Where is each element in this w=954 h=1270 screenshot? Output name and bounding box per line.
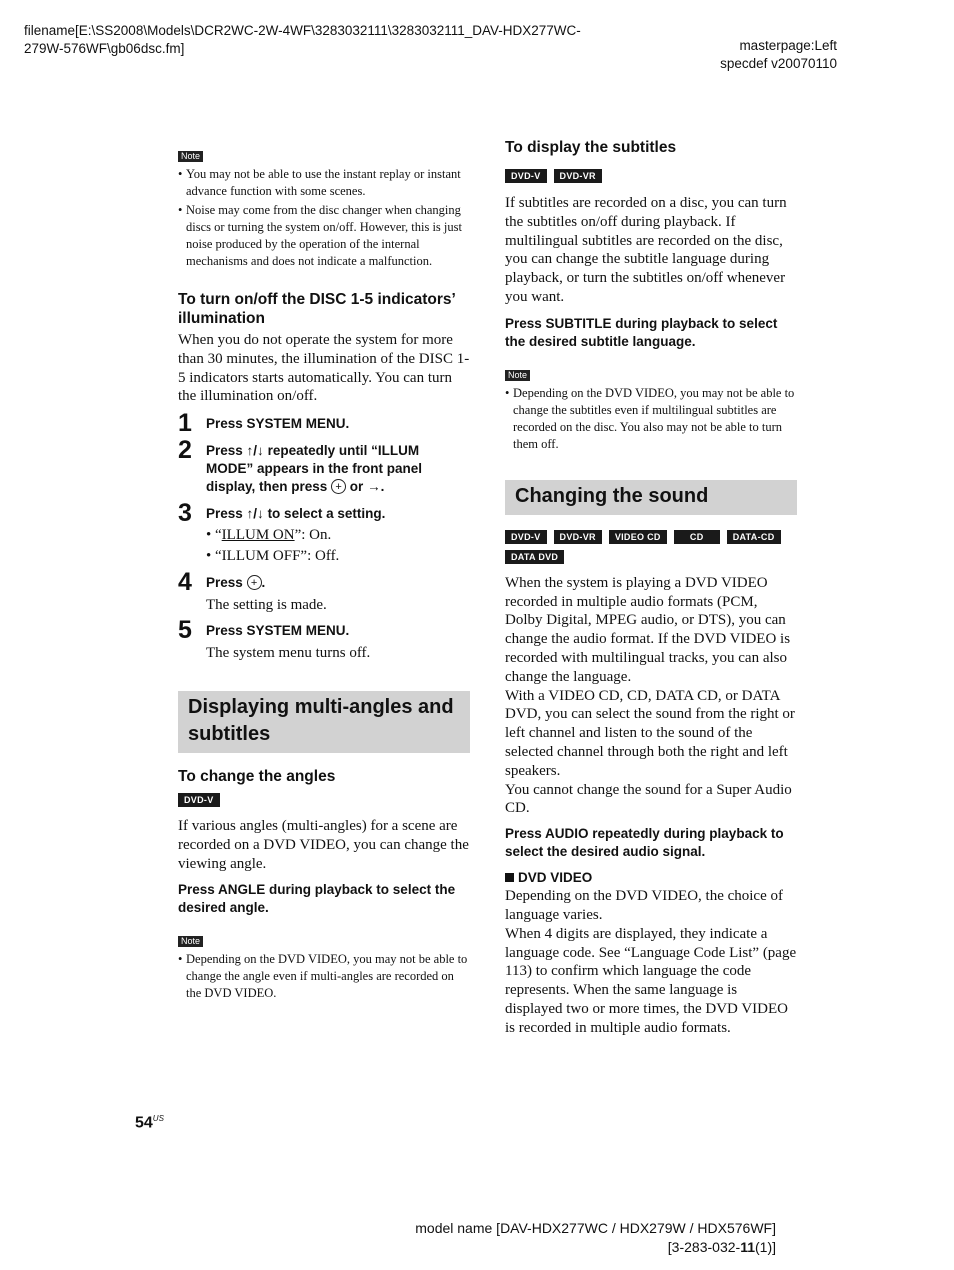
note-block [178,146,470,270]
header-filename-line2: 279W-576WF\gb06dsc.fm] [24,41,185,56]
footer-code-bold: 11 [740,1239,755,1255]
note-badge: Note [178,936,203,947]
step-text-part: . [380,479,385,495]
note-list [178,951,470,1002]
angles-heading: To change the angles [178,768,336,786]
note-item: • Depending on the DVD VIDEO, you may not be able to change the angle even if multi-angles are recorded on the DVD VIDEO. [178,951,470,1002]
right-column [505,138,797,1038]
footer [415,1219,776,1257]
disc-type-badge: CD [674,530,720,544]
step-2 [178,436,470,496]
setting-option-desc: “ILLUM OFF”: Off. [215,548,340,565]
sound-body-1: When the system is playing a DVD VIDEO recorded in multiple audio formats (PCM, Dolby Digital, MPEG audio, or DTS), you can change the audio format. If the DVD VIDEO is recorded with multilingual tracks, you can also change the language. [505,574,791,685]
angles-disc-badges [178,793,470,807]
enter-button-icon [331,479,346,494]
dvd-video-body-2: When 4 digits are displayed, they indicate a language code. See “Language Code List” (page 113) to confirm which language the code represents. When the same language is displayed two or more times, the DVD VIDEO is recorded in multiple audio formats. [505,925,797,1036]
subtitles-instruction: Press SUBTITLE during playback to select the desired subtitle language. [505,315,778,349]
note-block [505,365,797,453]
subtitles-disc-badges [505,169,797,183]
dvd-video-body-1: Depending on the DVD VIDEO, the choice of language varies. [505,888,783,923]
header-masterpage-label: masterpage:Left [739,38,837,53]
step-result: The setting is made. [206,597,327,614]
step-text [206,442,470,496]
step-number: 3 [178,499,192,528]
disc-illumination-heading: To turn on/off the DISC 1-5 indicators’ illumination [178,291,455,327]
dvd-video-heading [505,869,797,887]
header-masterpage [720,37,837,73]
setting-option-desc: ”: On. [294,527,332,544]
disc-type-badge: DATA-CD [727,530,781,544]
page-number [135,1114,164,1132]
step-text-part: . [261,575,266,591]
step-text [206,574,470,592]
step-text-part: or [346,479,368,495]
step-text: Press SYSTEM MENU. [206,416,350,432]
note-item: • You may not be able to use the instant replay or instant advance function with some scenes. [178,166,470,200]
note-item: • Noise may come from the disc changer when changing discs or turning the system on/off. However, this is just noise produced by the operation of the internal mechanisms and does not indicate a malfunction. [178,202,470,270]
step-3 [178,499,470,567]
step-text: Press SYSTEM MENU. [206,623,350,639]
footer-model-name: model name [DAV-HDX277WC / HDX279W / HDX576WF] [415,1220,776,1236]
step-number: 5 [178,616,192,645]
step-number: 2 [178,436,192,465]
step-number: 1 [178,409,192,438]
page-number-value: 54 [135,1114,153,1132]
note-item: • Depending on the DVD VIDEO, you may not be able to change the subtitles even if multilingual subtitles are recorded on the disc. You also may not be able to turn them off. [505,385,797,453]
subtitles-body: If subtitles are recorded on a disc, you can turn the subtitles on/off during playback. If multilingual subtitles are recorded on the disc, you can change the subtitle language during playback, or turn the subtitles on/off whenever you want. [505,195,787,305]
section-title-multi-angles: Displaying multi-angles and subtitles [178,691,470,753]
step-1 [178,409,470,438]
subtitles-heading: To display the subtitles [505,139,677,156]
setting-option-off: • “ILLUM OFF”: Off. [206,548,340,565]
up-down-arrow-icon: ↑/↓ [246,506,264,522]
header-specdef: specdef v20070110 [720,56,837,71]
sound-disc-badges-row2 [505,550,797,564]
footer-code-part: (1)] [755,1239,776,1255]
disc-type-badge: DATA DVD [505,550,564,564]
disc-illumination-body: When you do not operate the system for more than 30 minutes, the illumination of the DISC 1-5 indicators starts automatically. You can turn the illumination on/off. [178,332,470,405]
up-down-arrow-icon: ↑/↓ [246,443,264,459]
right-arrow-icon: → [367,479,381,495]
angles-instruction: Press ANGLE during playback to select the desired angle. [178,881,456,915]
step-text [206,505,470,523]
sound-disc-badges [505,530,797,544]
step-number: 4 [178,568,192,597]
step-text-part: Press [206,443,247,459]
note-badge: Note [505,370,530,381]
sound-body-2: With a VIDEO CD, CD, DATA CD, or DATA DVD, you can select the sound from the right or left channel and listen to the sound of the selected channel through both the right and left speakers. [505,687,795,779]
step-text-part: Press [206,575,247,591]
sound-body-3: You cannot change the sound for a Super Audio CD. [505,781,792,817]
note-block [178,931,470,1002]
disc-type-badge: DVD-VR [554,169,602,183]
square-bullet-icon [505,873,514,882]
step-5 [178,616,470,663]
dvd-video-heading-text: DVD VIDEO [518,870,593,886]
note-badge: Note [178,151,203,162]
enter-button-icon [247,575,262,590]
step-4 [178,568,470,615]
disc-type-badge: DVD-VR [554,530,602,544]
page-number-suffix: US [152,1114,164,1123]
disc-type-badge: DVD-V [505,169,547,183]
header-filename [24,22,644,58]
angles-body: If various angles (multi-angles) for a scene are recorded on a DVD VIDEO, you can change the viewing angle. [178,818,469,872]
setting-option-on: • “ILLUM ON”: On. [206,527,332,544]
setting-options [206,525,470,567]
note-list [178,166,470,270]
sound-instruction: Press AUDIO repeatedly during playback to select the desired audio signal. [505,826,784,860]
disc-type-badge: DVD-V [178,793,220,807]
note-list [505,385,797,453]
header-filename-line1: filename[E:\SS2008\Models\DCR2WC-2W-4WF\3283032111\3283032111_DAV-HDX277WC- [24,23,581,38]
disc-type-badge: VIDEO CD [609,530,667,544]
step-result: The system menu turns off. [206,645,371,662]
step-text-part: to select a setting. [263,506,386,522]
footer-code [415,1238,776,1257]
step-text-part: Press [206,506,247,522]
disc-type-badge: DVD-V [505,530,547,544]
footer-code-part: [3-283-032- [667,1239,741,1255]
setting-option-value: ILLUM ON [221,527,295,544]
step-text-part: repeatedly until “ILLUM MODE” appears in the front panel display, then press [206,443,423,495]
left-column [178,146,470,1002]
section-title-changing-sound: Changing the sound [505,480,797,515]
